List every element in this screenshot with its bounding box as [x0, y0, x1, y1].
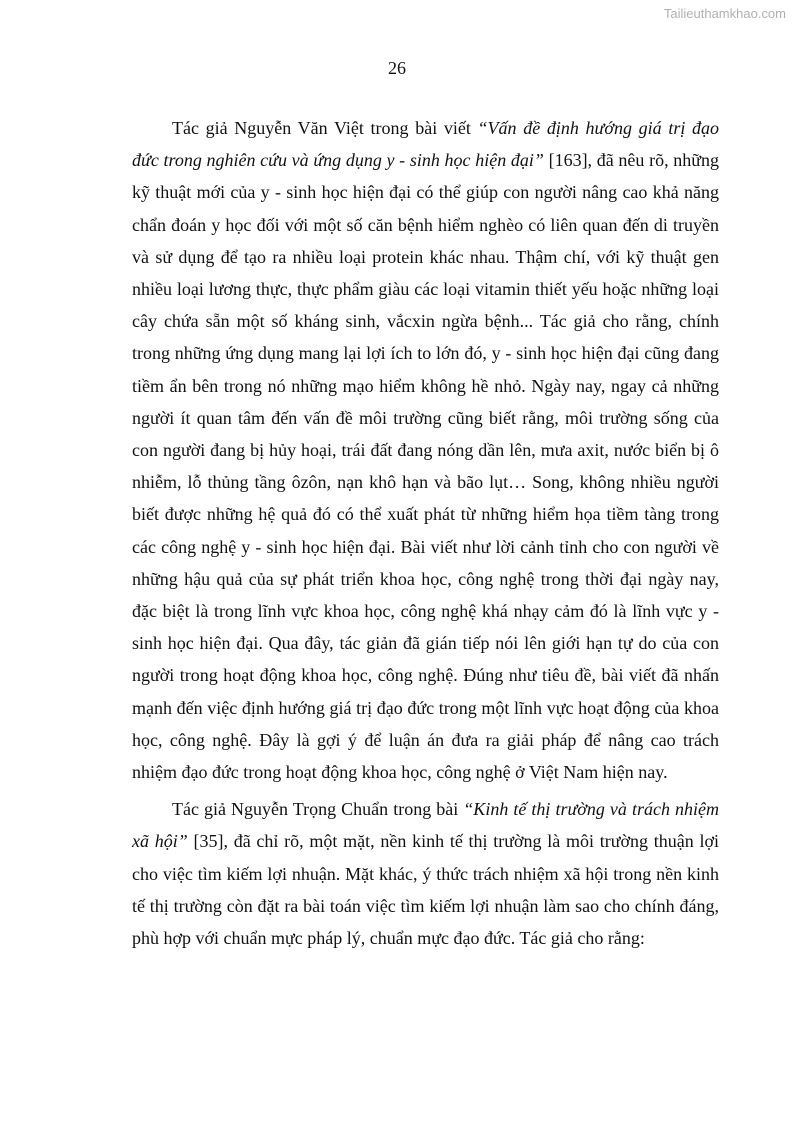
paragraph-2-body: [35], đã chỉ rõ, một mặt, nền kinh tế thị trường là môi trường thuận lợi cho việc tìm kiếm lợi nhuận. Mặt khác, ý thức trách nhiệm xã hội trong nền kinh tế thị trường còn đặt ra bài toán việc tìm kiếm lợi nhuận làm sao cho chính đáng, phù hợp với chuẩn mực pháp lý, chuẩn mực đạo đức. Tác giả cho rằng:	[132, 831, 719, 949]
page-number: 26	[388, 58, 406, 78]
paragraph-1-cited-title: “Vấn đề định hướng giá trị đạo đức trong nghiên cứu và ứng dụng y - sinh học hiện đại”	[132, 118, 719, 171]
paragraph-2-cited-title: “Kinh tế thị trường và trách nhiệm xã hội”	[132, 799, 719, 852]
document-body	[132, 112, 719, 959]
paragraph-2	[132, 793, 719, 954]
paragraph-1-body: [163], đã nêu rõ, những kỹ thuật mới của y - sinh học hiện đại có thể giúp con người nâng cao khả năng chẩn đoán y học đối với một số căn bệnh hiểm nghèo có liên quan đến di truyền và sử dụng để tạo ra nhiều loại protein khác nhau. Thậm chí, với kỹ thuật gen nhiều loại lương thực, thực phẩm giàu các loại vitamin thiết yếu hoặc những loại cây chứa sẵn một số kháng sinh, vắcxin ngừa bệnh... Tác giả cho rằng, chính trong những ứng dụng mang lại lợi ích to lớn đó, y - sinh học hiện đại cũng đang tiềm ẩn bên trong nó những mạo hiểm không hề nhỏ. Ngày nay, ngay cả những người ít quan tâm đến vấn đề môi trường cũng biết rằng, môi trường sống của con người đang bị hủy hoại, trái đất đang nóng dần lên, mưa axit, nước biển bị ô nhiễm, lỗ thủng tầng ôzôn, nạn khô hạn và bão lụt… Song, không nhiều người biết được những hệ quả đó có thể xuất phát từ những hiểm họa tiềm tàng trong các công nghệ y - sinh học hiện đại. Bài viết như lời cảnh tỉnh cho con người về những hậu quả của sự phát triển khoa học, công nghệ trong thời đại ngày nay, đặc biệt là trong lĩnh vực khoa học, công nghệ khá nhạy cảm đó là lĩnh vực y - sinh học hiện đại. Qua đây, tác giản đã gián tiếp nói lên giới hạn tự do của con người trong hoạt động khoa học, công nghệ. Đúng như tiêu đề, bài viết đã nhấn mạnh đến việc định hướng giá trị đạo đức trong một lĩnh vực hoạt động của khoa học, công nghệ. Đây là gợi ý để luận án đưa ra giải pháp để nâng cao trách nhiệm đạo đức trong hoạt động khoa học, công nghệ ở Việt Nam hiện nay.	[132, 150, 720, 783]
watermark: Tailieuthamkhao.com	[663, 6, 786, 21]
paragraph-1-lead: Tác giả Nguyễn Văn Việt trong bài viết	[172, 118, 478, 138]
paragraph-2-lead: Tác giả Nguyễn Trọng Chuẩn trong bài	[172, 799, 464, 820]
paragraph-1	[132, 112, 719, 788]
